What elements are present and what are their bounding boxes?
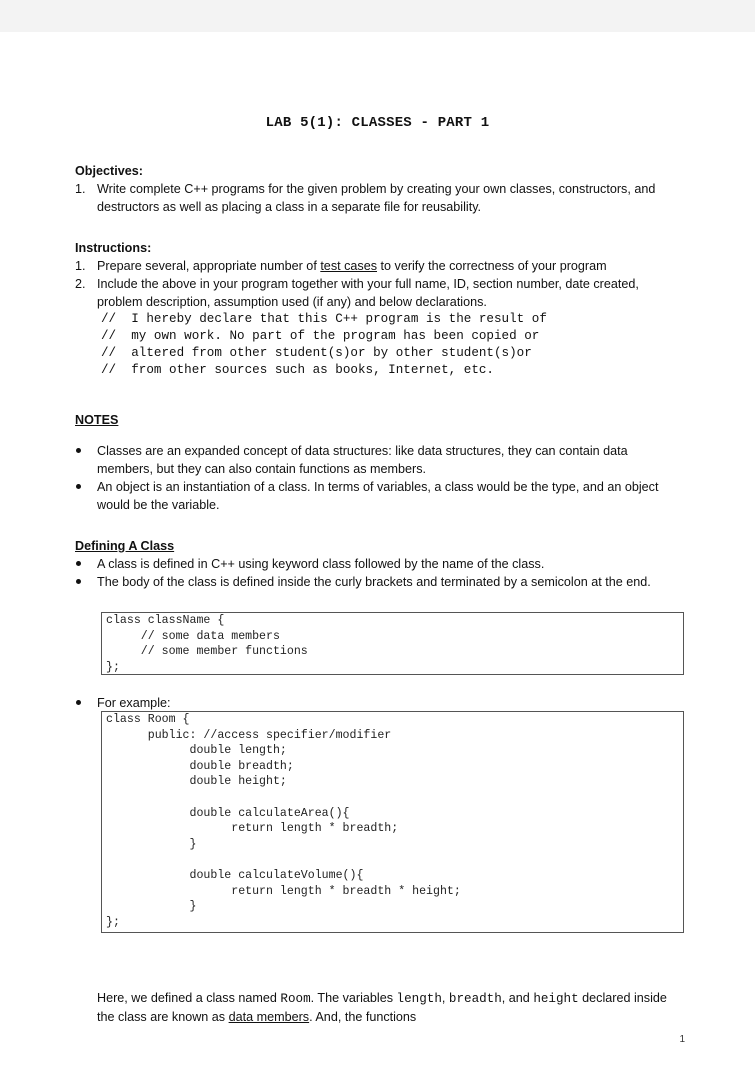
notes-heading: NOTES bbox=[75, 413, 119, 427]
code-term: Room bbox=[280, 992, 311, 1006]
instruction-text-part: to verify the correctness of your program bbox=[377, 259, 607, 273]
example-label: For example: bbox=[97, 696, 171, 710]
closing-text: , bbox=[441, 991, 449, 1005]
defining-bullet bbox=[75, 555, 685, 573]
instruction-text: Include the above in your program together with your full name, ID, section number, date created, problem description, assumption used (if any) and below declarations. bbox=[97, 277, 639, 309]
objective-number: 1. bbox=[75, 182, 86, 196]
declaration-line: // altered from other student(s)or by other student(s)or bbox=[101, 346, 532, 360]
example-bullet bbox=[75, 694, 685, 712]
document-page bbox=[0, 32, 755, 1080]
objectives-section bbox=[75, 162, 685, 216]
notes-bullet bbox=[75, 442, 685, 478]
bullet-text: An object is an instantiation of a class. In terms of variables, a class would be the type, and an object would be the variable. bbox=[97, 480, 659, 512]
declaration-block bbox=[101, 311, 685, 379]
objective-text: Write complete C++ programs for the given problem by creating your own classes, constructors, and destructors as well as placing a class in a separate file for reusability. bbox=[97, 182, 656, 214]
declaration-line: // my own work. No part of the program has been copied or bbox=[101, 329, 540, 343]
closing-text: , and bbox=[501, 991, 534, 1005]
instruction-number: 2. bbox=[75, 277, 86, 291]
objective-item bbox=[75, 180, 685, 216]
instructions-heading: Instructions: bbox=[75, 241, 152, 255]
bullet-icon bbox=[75, 573, 97, 591]
class-syntax-code-block: class className { // some data members // some member functions }; bbox=[101, 612, 684, 675]
defining-class-section bbox=[75, 537, 685, 591]
page-title: LAB 5(1): CLASSES - PART 1 bbox=[265, 115, 490, 131]
code-term: length bbox=[396, 992, 442, 1006]
code-term: breadth bbox=[448, 992, 502, 1006]
bullet-icon bbox=[75, 478, 97, 514]
bullet-icon bbox=[75, 442, 97, 478]
instruction-item-1 bbox=[75, 257, 685, 275]
closing-text: . The variables bbox=[310, 991, 397, 1005]
data-members-link: data members bbox=[228, 1010, 310, 1024]
bullet-icon bbox=[75, 555, 97, 573]
bullet-text: The body of the class is defined inside the curly brackets and terminated by a semicolon at the end. bbox=[97, 575, 651, 589]
closing-text: declared inside the class are known as bbox=[97, 991, 667, 1024]
closing-text: Here, we defined a class named bbox=[97, 991, 281, 1005]
bullet-text: Classes are an expanded concept of data structures: like data structures, they can contain data members, but they can also contain functions as members. bbox=[97, 444, 628, 476]
instruction-number: 1. bbox=[75, 259, 86, 273]
viewer-top-bar bbox=[0, 0, 755, 32]
room-class-code-block: class Room { public: //access specifier/modifier double length; double breadth; double height; double calculateArea(){ return length * breadth; } double calculateVolume(){ return length * breadth * height; } }; bbox=[101, 711, 684, 933]
notes-bullet bbox=[75, 478, 685, 514]
instruction-item-2 bbox=[75, 275, 685, 311]
closing-paragraph bbox=[97, 989, 687, 1026]
test-cases-link: test cases bbox=[320, 259, 378, 273]
code-term: height bbox=[533, 992, 579, 1006]
defining-class-heading: Defining A Class bbox=[75, 539, 175, 553]
example-label-row bbox=[75, 694, 685, 712]
page-number: 1 bbox=[679, 1034, 685, 1045]
declaration-line: // I hereby declare that this C++ program is the result of bbox=[101, 312, 547, 326]
closing-text: . And, the functions bbox=[309, 1010, 417, 1024]
instruction-text bbox=[97, 257, 607, 275]
bullet-text: A class is defined in C++ using keyword class followed by the name of the class. bbox=[97, 557, 545, 571]
bullet-icon bbox=[75, 694, 97, 712]
objectives-heading: Objectives: bbox=[75, 164, 143, 178]
instruction-text-part: Prepare several, appropriate number of bbox=[97, 259, 321, 273]
notes-section bbox=[75, 411, 685, 514]
instructions-section bbox=[75, 239, 685, 379]
defining-bullet bbox=[75, 573, 685, 591]
declaration-line: // from other sources such as books, Internet, etc. bbox=[101, 363, 494, 377]
